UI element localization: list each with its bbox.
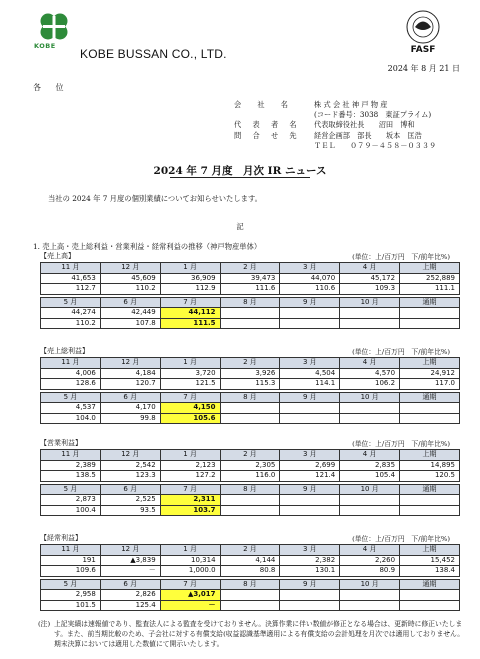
info-key xyxy=(234,110,314,120)
table-cell: 2,958 xyxy=(41,590,101,601)
column-header: 通期 xyxy=(400,297,460,308)
column-header: 9 月 xyxy=(280,392,340,403)
column-header: 9 月 xyxy=(280,484,340,495)
info-value: 代表取締役社長 沼田 博和 xyxy=(314,120,415,130)
table-cell: 2,835 xyxy=(340,460,400,471)
unit-label: (単位：上/百万円 下/前年比%) xyxy=(352,253,450,261)
section-header xyxy=(40,437,460,449)
column-header: 上期 xyxy=(400,545,460,556)
column-header: 上期 xyxy=(400,358,460,369)
table-cell: 130.1 xyxy=(280,566,340,577)
table-cell: 2,389 xyxy=(41,460,101,471)
table-cell xyxy=(220,495,280,506)
column-header: 4 月 xyxy=(340,263,400,274)
financial-table xyxy=(40,544,460,611)
company-name-en: KOBE BUSSAN CO., LTD. xyxy=(80,47,227,61)
info-row xyxy=(234,120,436,130)
table-cell: 127.2 xyxy=(160,471,220,482)
table-cell: 4,504 xyxy=(280,368,340,379)
table-cell: 109.6 xyxy=(41,566,101,577)
table-cell: － xyxy=(160,600,220,611)
value-row xyxy=(41,273,460,284)
column-header: 8 月 xyxy=(220,579,280,590)
info-value: (コード番号：3038 東証プライム) xyxy=(314,110,432,120)
table-cell: 110.6 xyxy=(280,284,340,295)
column-header: 6 月 xyxy=(100,297,160,308)
table-cell: 14,895 xyxy=(400,460,460,471)
table-cell xyxy=(340,600,400,611)
column-header: 10 月 xyxy=(340,579,400,590)
table-cell: 3,720 xyxy=(160,368,220,379)
table-cell: 111.1 xyxy=(400,284,460,295)
section-header xyxy=(40,532,460,544)
table-cell: ▲3,017 xyxy=(160,590,220,601)
column-header: 3 月 xyxy=(280,545,340,556)
table-cell: 120.7 xyxy=(100,379,160,390)
table-cell xyxy=(340,505,400,516)
table-cell xyxy=(400,505,460,516)
table-cell: 15,452 xyxy=(400,555,460,566)
table-cell: 2,873 xyxy=(41,495,101,506)
table-cell: 24,912 xyxy=(400,368,460,379)
column-header: 11 月 xyxy=(41,545,101,556)
table-cell xyxy=(280,403,340,414)
table-cell: 4,184 xyxy=(100,368,160,379)
ratio-row xyxy=(41,379,460,390)
header-row xyxy=(41,297,460,308)
column-header: 1 月 xyxy=(160,545,220,556)
info-key: 会 社 名 xyxy=(234,100,293,109)
clover-logo-icon xyxy=(38,12,70,42)
table-cell xyxy=(340,308,400,319)
column-header: 4 月 xyxy=(340,545,400,556)
table-cell: 4,150 xyxy=(160,403,220,414)
column-header: 3 月 xyxy=(280,358,340,369)
financial-section xyxy=(40,532,460,611)
value-row xyxy=(41,308,460,319)
financial-table xyxy=(40,449,460,516)
table-cell: 110.2 xyxy=(100,284,160,295)
table-cell xyxy=(280,590,340,601)
table-cell: 80.9 xyxy=(340,566,400,577)
column-header: 12 月 xyxy=(100,450,160,461)
table-cell xyxy=(400,403,460,414)
table-cell: 116.0 xyxy=(220,471,280,482)
table-cell xyxy=(220,590,280,601)
table-cell: 107.8 xyxy=(100,318,160,329)
column-header: 1 月 xyxy=(160,450,220,461)
table-cell: 2,699 xyxy=(280,460,340,471)
column-header: 8 月 xyxy=(220,392,280,403)
info-value: ＴＥＬ ０７９－４５８－０３３９ xyxy=(314,140,437,150)
column-header: 4 月 xyxy=(340,450,400,461)
table-cell xyxy=(340,590,400,601)
table-cell xyxy=(340,318,400,329)
table-cell: － xyxy=(100,566,160,577)
column-header: 上期 xyxy=(400,450,460,461)
column-header: 3 月 xyxy=(280,263,340,274)
financial-section xyxy=(40,345,460,424)
table-cell: 2,260 xyxy=(340,555,400,566)
info-row xyxy=(234,131,436,141)
table-cell xyxy=(220,600,280,611)
table-cell: 106.2 xyxy=(340,379,400,390)
table-cell xyxy=(280,600,340,611)
table-cell: 105.4 xyxy=(340,471,400,482)
value-row xyxy=(41,590,460,601)
column-header: 12 月 xyxy=(100,263,160,274)
table-cell: 120.5 xyxy=(400,471,460,482)
value-row xyxy=(41,403,460,414)
table-cell: 3,926 xyxy=(220,368,280,379)
unit-label: (単位：上/百万円 下/前年比%) xyxy=(352,440,450,448)
column-header: 11 月 xyxy=(41,263,101,274)
table-cell xyxy=(340,403,400,414)
column-header: 8 月 xyxy=(220,484,280,495)
value-row xyxy=(41,555,460,566)
ratio-row xyxy=(41,600,460,611)
ratio-row xyxy=(41,413,460,424)
column-header: 8 月 xyxy=(220,297,280,308)
table-cell: 125.4 xyxy=(100,600,160,611)
value-row xyxy=(41,460,460,471)
column-header: 通期 xyxy=(400,484,460,495)
column-header: 5 月 xyxy=(41,484,101,495)
table-cell: 44,112 xyxy=(160,308,220,319)
column-header: 2 月 xyxy=(220,358,280,369)
title-underline xyxy=(170,177,310,178)
table-cell: 2,305 xyxy=(220,460,280,471)
table-cell xyxy=(280,318,340,329)
table-cell: 4,537 xyxy=(41,403,101,414)
column-header: 10 月 xyxy=(340,297,400,308)
table-cell: 138.5 xyxy=(41,471,101,482)
table-cell xyxy=(220,403,280,414)
table-cell: 44,274 xyxy=(41,308,101,319)
column-header: 通期 xyxy=(400,579,460,590)
financial-table xyxy=(40,357,460,424)
info-key xyxy=(234,141,314,151)
table-cell: 4,006 xyxy=(41,368,101,379)
table-cell: 121.4 xyxy=(280,471,340,482)
company-info-block xyxy=(234,100,436,151)
section-title: 【売上高】 xyxy=(40,252,75,260)
document-title: 2024 年 7 月度 月次 IR ニュース xyxy=(153,165,327,177)
table-cell: 99.8 xyxy=(100,413,160,424)
table-cell: 191 xyxy=(41,555,101,566)
table-cell: 110.2 xyxy=(41,318,101,329)
table-cell: 2,826 xyxy=(100,590,160,601)
column-header: 7 月 xyxy=(160,579,220,590)
table-cell: 41,653 xyxy=(41,273,101,284)
table-cell xyxy=(340,413,400,424)
value-row xyxy=(41,368,460,379)
section-title: 【経常利益】 xyxy=(40,534,82,542)
table-cell xyxy=(400,308,460,319)
info-row xyxy=(234,141,436,151)
table-cell xyxy=(340,495,400,506)
addressee: 各 位 xyxy=(33,83,70,92)
column-header: 6 月 xyxy=(100,392,160,403)
table-cell: 45,172 xyxy=(340,273,400,284)
table-cell: ▲3,839 xyxy=(100,555,160,566)
table-cell: 80.8 xyxy=(220,566,280,577)
info-key: 問 合 せ 先 xyxy=(234,130,302,140)
table-cell xyxy=(280,308,340,319)
table-cell: 36,909 xyxy=(160,273,220,284)
column-header: 5 月 xyxy=(41,579,101,590)
ki-mark: 記 xyxy=(236,222,244,231)
table-cell: 128.6 xyxy=(41,379,101,390)
column-header: 7 月 xyxy=(160,392,220,403)
table-cell: 4,170 xyxy=(100,403,160,414)
logo-wordmark: KOBE xyxy=(34,42,56,50)
table-cell xyxy=(280,413,340,424)
unit-label: (単位：上/百万円 下/前年比%) xyxy=(352,348,450,356)
footnote-marker: (注) xyxy=(38,620,51,628)
unit-label: (単位：上/百万円 下/前年比%) xyxy=(352,535,450,543)
section-header xyxy=(40,345,460,357)
table-cell xyxy=(220,318,280,329)
table-cell: 114.1 xyxy=(280,379,340,390)
table-cell: 111.5 xyxy=(160,318,220,329)
section-title: 【営業利益】 xyxy=(40,439,82,447)
intro-text: 当社の 2024 年 7 月度の個別業績についてお知らせいたします。 xyxy=(48,194,262,203)
column-header: 5 月 xyxy=(41,392,101,403)
financial-section xyxy=(40,250,460,329)
table-cell: 115.3 xyxy=(220,379,280,390)
column-header: 9 月 xyxy=(280,297,340,308)
header-row xyxy=(41,358,460,369)
ratio-row xyxy=(41,284,460,295)
column-header: 1 月 xyxy=(160,263,220,274)
table-cell: 42,449 xyxy=(100,308,160,319)
table-cell: 2,123 xyxy=(160,460,220,471)
table-cell: 39,473 xyxy=(220,273,280,284)
table-cell: 4,570 xyxy=(340,368,400,379)
table-cell: 103.7 xyxy=(160,505,220,516)
info-row xyxy=(234,110,436,120)
table-cell: 252,889 xyxy=(400,273,460,284)
column-header: 上期 xyxy=(400,263,460,274)
table-cell xyxy=(280,495,340,506)
header-row xyxy=(41,450,460,461)
column-header: 通期 xyxy=(400,392,460,403)
ratio-row xyxy=(41,318,460,329)
table-cell: 10,314 xyxy=(160,555,220,566)
column-header: 10 月 xyxy=(340,484,400,495)
info-value: 経営企画部 部長 坂本 匡浩 xyxy=(314,130,422,140)
document-date: 2024 年 8 月 21 日 xyxy=(387,64,460,73)
table-cell: 105.6 xyxy=(160,413,220,424)
table-cell xyxy=(220,505,280,516)
column-header: 6 月 xyxy=(100,484,160,495)
column-header: 4 月 xyxy=(340,358,400,369)
table-cell: 101.5 xyxy=(41,600,101,611)
column-header: 11 月 xyxy=(41,358,101,369)
table-cell xyxy=(400,413,460,424)
column-header: 5 月 xyxy=(41,297,101,308)
table-cell: 45,609 xyxy=(100,273,160,284)
info-value: 株 式 会 社 神 戸 物 産 xyxy=(314,100,388,109)
financial-table xyxy=(40,262,460,329)
info-key: 代 表 者 名 xyxy=(234,120,302,130)
ratio-row xyxy=(41,505,460,516)
fasf-label: FASF xyxy=(410,45,436,55)
table-cell xyxy=(280,505,340,516)
footnote-text: 上記実績は速報値であり、監査法人による監査を受けておりません。決算作業に伴い数値が修正となる場合は、更新時に修正いたします。また、前当期比較のため、子会社に対する有償支給(収益認識基準適用による有償支給の会計処理を月次では適用しておりません。期末決算においては適用した数値にて開示いたします。 xyxy=(54,620,465,648)
ratio-row xyxy=(41,566,460,577)
column-header: 7 月 xyxy=(160,484,220,495)
table-cell: 93.5 xyxy=(100,505,160,516)
table-cell: 112.9 xyxy=(160,284,220,295)
financial-section xyxy=(40,437,460,516)
table-cell: 4,144 xyxy=(220,555,280,566)
table-cell: 123.3 xyxy=(100,471,160,482)
column-header: 6 月 xyxy=(100,579,160,590)
table-cell: 104.0 xyxy=(41,413,101,424)
column-header: 2 月 xyxy=(220,450,280,461)
table-cell: 109.3 xyxy=(340,284,400,295)
table-cell: 100.4 xyxy=(41,505,101,516)
table-cell: 1,000.0 xyxy=(160,566,220,577)
column-header: 7 月 xyxy=(160,297,220,308)
table-cell: 138.4 xyxy=(400,566,460,577)
header-row xyxy=(41,392,460,403)
header-row xyxy=(41,263,460,274)
footnote xyxy=(38,619,466,649)
table-cell xyxy=(400,600,460,611)
header-row xyxy=(41,484,460,495)
table-cell: 111.6 xyxy=(220,284,280,295)
info-row xyxy=(234,100,436,110)
table-cell: 44,070 xyxy=(280,273,340,284)
table-cell: 2,525 xyxy=(100,495,160,506)
fasf-badge-icon xyxy=(405,8,441,56)
table-cell xyxy=(220,413,280,424)
table-cell: 117.0 xyxy=(400,379,460,390)
table-cell: 112.7 xyxy=(41,284,101,295)
column-header: 10 月 xyxy=(340,392,400,403)
table-cell: 121.5 xyxy=(160,379,220,390)
section-title: 【売上総利益】 xyxy=(40,347,89,355)
column-header: 1 月 xyxy=(160,358,220,369)
header-row xyxy=(41,579,460,590)
column-header: 2 月 xyxy=(220,545,280,556)
table-cell xyxy=(400,590,460,601)
table-cell xyxy=(400,495,460,506)
column-header: 11 月 xyxy=(41,450,101,461)
value-row xyxy=(41,495,460,506)
section-heading: 1. 売上高・売上総利益・営業利益・経常利益の推移（神戸物産単体） xyxy=(33,242,262,251)
table-cell: 2,542 xyxy=(100,460,160,471)
table-cell xyxy=(400,318,460,329)
column-header: 9 月 xyxy=(280,579,340,590)
column-header: 3 月 xyxy=(280,450,340,461)
table-cell: 2,311 xyxy=(160,495,220,506)
column-header: 12 月 xyxy=(100,545,160,556)
table-cell xyxy=(220,308,280,319)
section-header xyxy=(40,250,460,262)
header-row xyxy=(41,545,460,556)
table-cell: 2,382 xyxy=(280,555,340,566)
ratio-row xyxy=(41,471,460,482)
column-header: 12 月 xyxy=(100,358,160,369)
column-header: 2 月 xyxy=(220,263,280,274)
